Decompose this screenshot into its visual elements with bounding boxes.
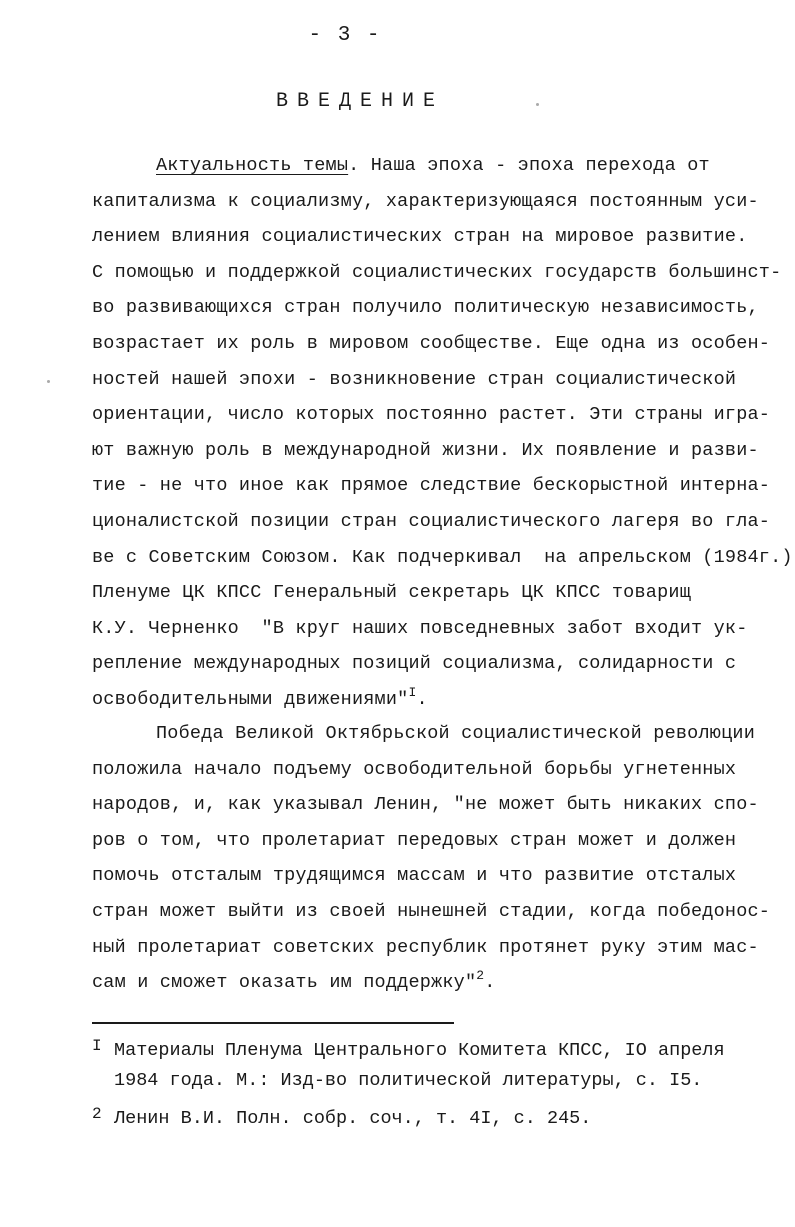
text-line: положила начало подъему освободительной борьбы угнетенных — [92, 758, 737, 780]
footnotes — [92, 1036, 782, 1134]
text-line: во развивающихся стран получило политическую независимость, — [92, 297, 759, 319]
paragraph-october-revolution — [92, 716, 782, 1001]
text-line: репление международных позиций социализма, солидарности с — [92, 653, 737, 675]
text-line: освободительными движениями" — [92, 688, 409, 710]
text-line: ный пролетариат советских республик протянет руку этим мас- — [92, 936, 759, 958]
footnote-text-line: 1984 года. М.: Изд-во политической литературы, с. I5. — [114, 1070, 703, 1091]
text-line: помочь отсталым трудящимся массам и что развитие отсталых — [92, 865, 737, 887]
footnote-ref-1: I — [408, 684, 417, 700]
text-line: ров о том, что пролетариат передовых стран может и должен — [92, 829, 737, 851]
text-line: С помощью и поддержкой социалистических государств большинст- — [92, 261, 782, 283]
text-line: капитализма к социализму, характеризующаяся постоянным уси- — [92, 190, 759, 212]
text-line: лением влияния социалистических стран на мировое развитие. — [92, 226, 748, 248]
paragraph-last-line — [92, 965, 782, 1001]
scan-speck — [536, 103, 539, 106]
footnote-text-line: Материалы Пленума Центрального Комитета КПСС, IO апреля — [114, 1040, 725, 1061]
period: . — [416, 688, 428, 710]
paragraph-relevance — [92, 148, 793, 718]
period: . — [484, 972, 496, 994]
footnote-ref-2: 2 — [476, 968, 485, 984]
text-line: ют важную роль в международной жизни. Их появление и разви- — [92, 439, 759, 461]
text-line: К.У. Черненко "В круг наших повседневных забот входит ук- — [92, 617, 748, 639]
footnote-2 — [92, 1104, 782, 1134]
text-line: Пленуме ЦК КПСС Генеральный секретарь ЦК КПСС товарищ — [92, 582, 691, 604]
footnote-1 — [92, 1036, 782, 1096]
footnote-mark: 2 — [92, 1105, 102, 1123]
footnote-mark: I — [92, 1037, 102, 1055]
paragraph-first-line — [92, 148, 782, 184]
scan-speck — [47, 380, 50, 383]
text-line: ностей нашей эпохи - возникновение стран социалистической — [92, 368, 737, 390]
text-line: ориентации, число которых постоянно растет. Эти страны игра- — [92, 404, 771, 426]
text-line: ционалистской позиции стран социалистического лагеря во гла- — [92, 510, 771, 532]
text-line: ве с Советским Союзом. Как подчеркивал на апрельском (1984г.) — [92, 546, 793, 568]
paragraph-last-line — [92, 682, 782, 718]
text-line: тие - не что иное как прямое следствие бескорыстной интерна- — [92, 475, 771, 497]
relevance-heading: Актуальность темы — [156, 155, 349, 176]
footnote-divider — [92, 1022, 454, 1024]
page-number: - 3 - — [308, 24, 382, 47]
text-line: . Наша эпоха - эпоха перехода от — [348, 155, 710, 176]
text-line: народов, и, как указывал Ленин, "не может быть никаких спо- — [92, 794, 759, 816]
text-line: сам и сможет оказать им поддержку" — [92, 972, 477, 994]
text-line: Победа Великой Октябрьской социалистической революции — [156, 723, 755, 744]
section-title: ВВЕДЕНИЕ — [275, 90, 444, 113]
text-line: стран может выйти из своей нынешней стадии, когда победонос- — [92, 900, 771, 922]
text-line: возрастает их роль в мировом сообществе. Еще одна из особен- — [92, 332, 771, 354]
footnote-text-line: Ленин В.И. Полн. собр. соч., т. 4I, с. 245. — [114, 1108, 592, 1129]
